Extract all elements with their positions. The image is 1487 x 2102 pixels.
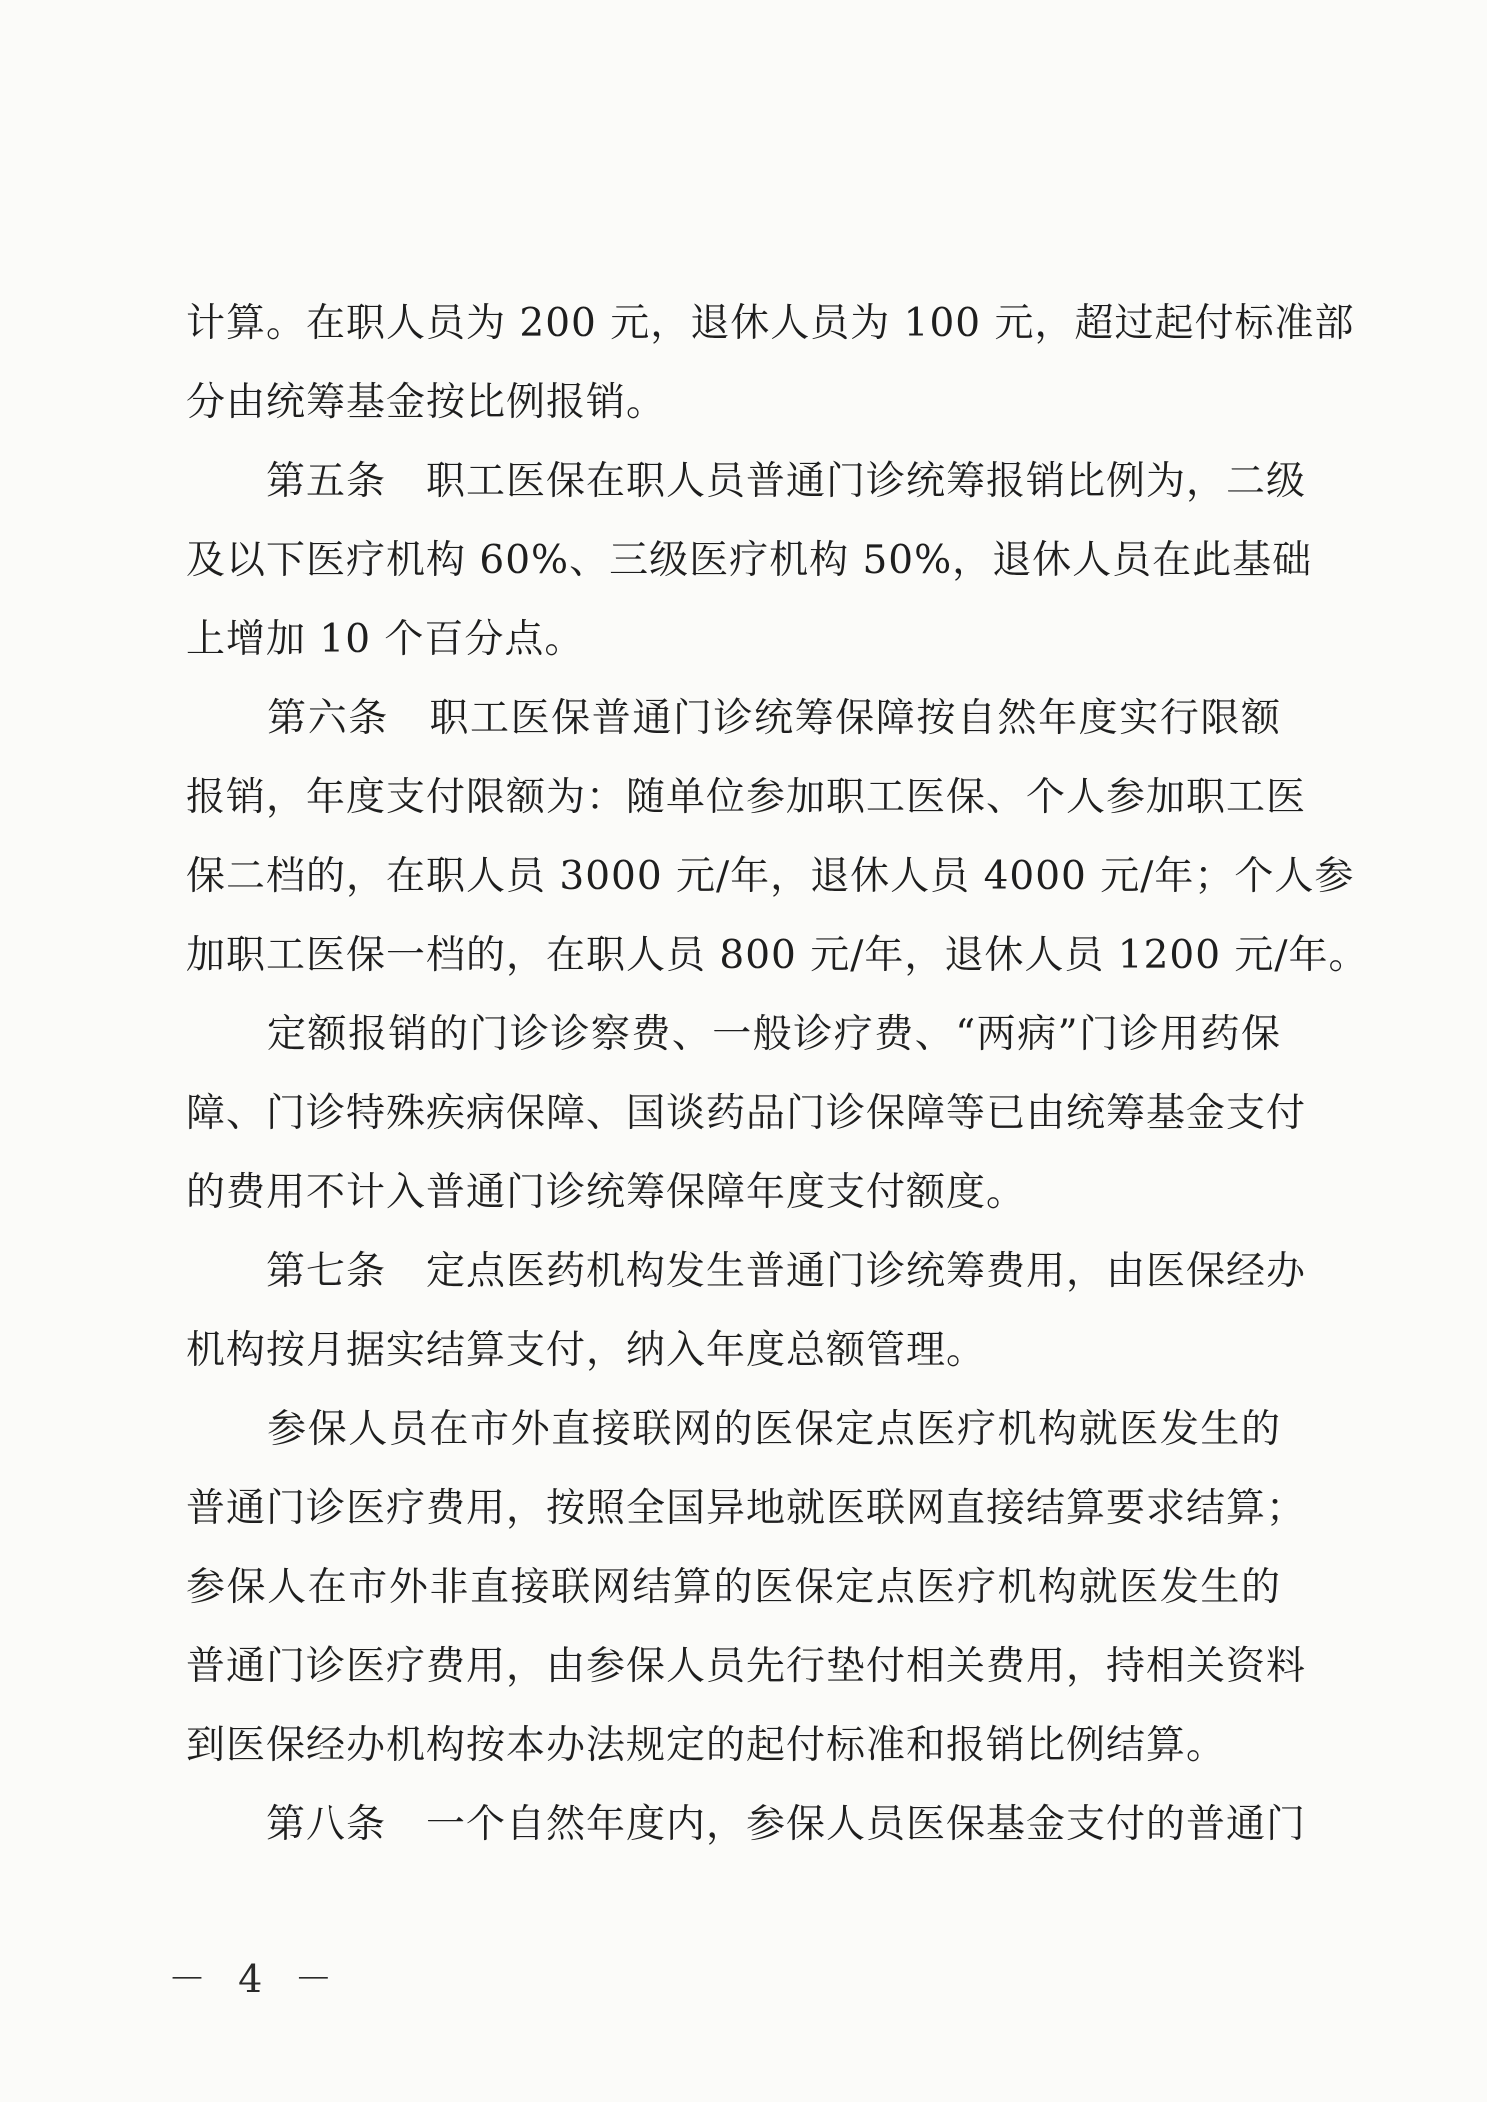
text-line: 保二档的，在职人员 3000 元/年，退休人员 4000 元/年；个人参 bbox=[186, 854, 1355, 899]
text-line: 障、门诊特殊疾病保障、国谈药品门诊保障等已由统筹基金支付 bbox=[186, 1091, 1307, 1136]
text-line: 第七条 定点医药机构发生普通门诊统筹费用，由医保经办 bbox=[186, 1249, 1307, 1294]
text-line: 加职工医保一档的，在职人员 800 元/年，退休人员 1200 元/年。 bbox=[186, 933, 1369, 978]
text-line: 报销，年度支付限额为：随单位参加职工医保、个人参加职工医 bbox=[186, 775, 1307, 820]
text-line: 计算。在职人员为 200 元，退休人员为 100 元，超过起付标准部 bbox=[186, 301, 1355, 346]
text-line: 定额报销的门诊诊察费、一般诊疗费、“两病”门诊用药保 bbox=[186, 1012, 1281, 1057]
text-line: 上增加 10 个百分点。 bbox=[186, 617, 585, 662]
text-line: 机构按月据实结算支付，纳入年度总额管理。 bbox=[186, 1328, 987, 1373]
text-line: 第五条 职工医保在职人员普通门诊统筹报销比例为，二级 bbox=[186, 459, 1307, 504]
text-line: 到医保经办机构按本办法规定的起付标准和报销比例结算。 bbox=[186, 1723, 1227, 1768]
text-line: 及以下医疗机构 60%、三级医疗机构 50%，退休人员在此基础 bbox=[186, 538, 1313, 583]
text-line: 普通门诊医疗费用，由参保人员先行垫付相关费用，持相关资料 bbox=[186, 1644, 1307, 1689]
text-line: 第六条 职工医保普通门诊统筹保障按自然年度实行限额 bbox=[186, 696, 1281, 741]
text-line: 参保人在市外非直接联网结算的医保定点医疗机构就医发生的 bbox=[186, 1565, 1281, 1610]
text-line: 参保人员在市外直接联网的医保定点医疗机构就医发生的 bbox=[186, 1407, 1281, 1452]
text-line: 分由统筹基金按比例报销。 bbox=[186, 380, 667, 425]
page-number: － 4 － bbox=[168, 1957, 343, 2001]
text-line: 的费用不计入普通门诊统筹保障年度支付额度。 bbox=[186, 1170, 1027, 1215]
text-line: 第八条 一个自然年度内，参保人员医保基金支付的普通门 bbox=[186, 1802, 1307, 1847]
body-text bbox=[186, 284, 1369, 1864]
text-line: 普通门诊医疗费用，按照全国异地就医联网直接结算要求结算； bbox=[186, 1486, 1307, 1531]
